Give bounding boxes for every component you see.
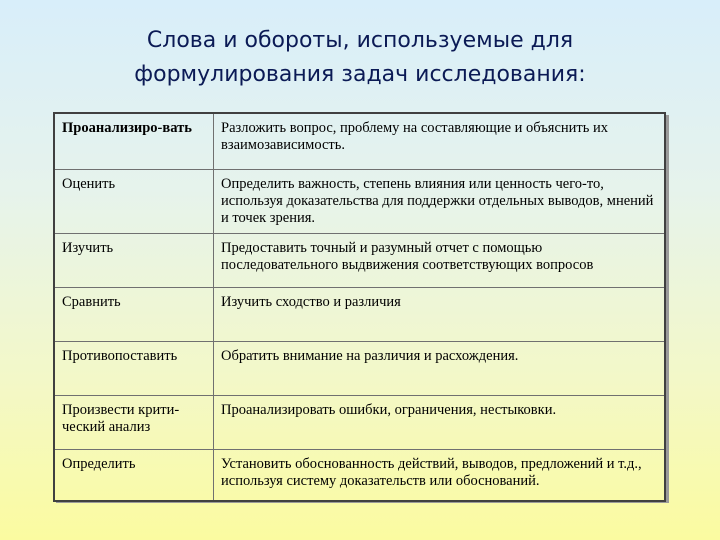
- term-cell: Изучить: [54, 233, 214, 287]
- table-row: [54, 449, 665, 501]
- description-cell: Установить обоснованность действий, выводов, предложений и т.д., используя систему доказательств или обоснований.: [214, 449, 666, 501]
- term-cell: Оценить: [54, 169, 214, 233]
- table-row: [54, 395, 665, 449]
- term-cell: Проанализиро-вать: [54, 113, 214, 169]
- table-row: [54, 169, 665, 233]
- description-cell: Предоставить точный и разумный отчет с помощью последовательного выдвижения соответствующих вопросов: [214, 233, 666, 287]
- term-cell: Произвести крити-ческий анализ: [54, 395, 214, 449]
- description-cell: Обратить внимание на различия и расхождения.: [214, 341, 666, 395]
- table-row: [54, 341, 665, 395]
- slide-title: [0, 24, 720, 92]
- table-row: [54, 113, 665, 169]
- term-cell: Определить: [54, 449, 214, 501]
- definitions-table: [53, 112, 666, 502]
- definitions-table-container: [53, 112, 666, 500]
- slide-title-line-1: Слова и обороты, используемые для: [146, 28, 574, 53]
- table-row: [54, 287, 665, 341]
- term-cell: Сравнить: [54, 287, 214, 341]
- table-row: [54, 233, 665, 287]
- description-cell: Проанализировать ошибки, ограничения, нестыковки.: [214, 395, 666, 449]
- description-cell: Разложить вопрос, проблему на составляющие и объяснить их взаимозависимость.: [214, 113, 666, 169]
- slide-title-line-2: формулирования задач исследования:: [134, 62, 586, 87]
- description-cell: Изучить сходство и различия: [214, 287, 666, 341]
- description-cell: Определить важность, степень влияния или ценность чего-то, используя доказательства для поддержки отдельных выводов, мнений и точек зрения.: [214, 169, 666, 233]
- term-cell: Противопоставить: [54, 341, 214, 395]
